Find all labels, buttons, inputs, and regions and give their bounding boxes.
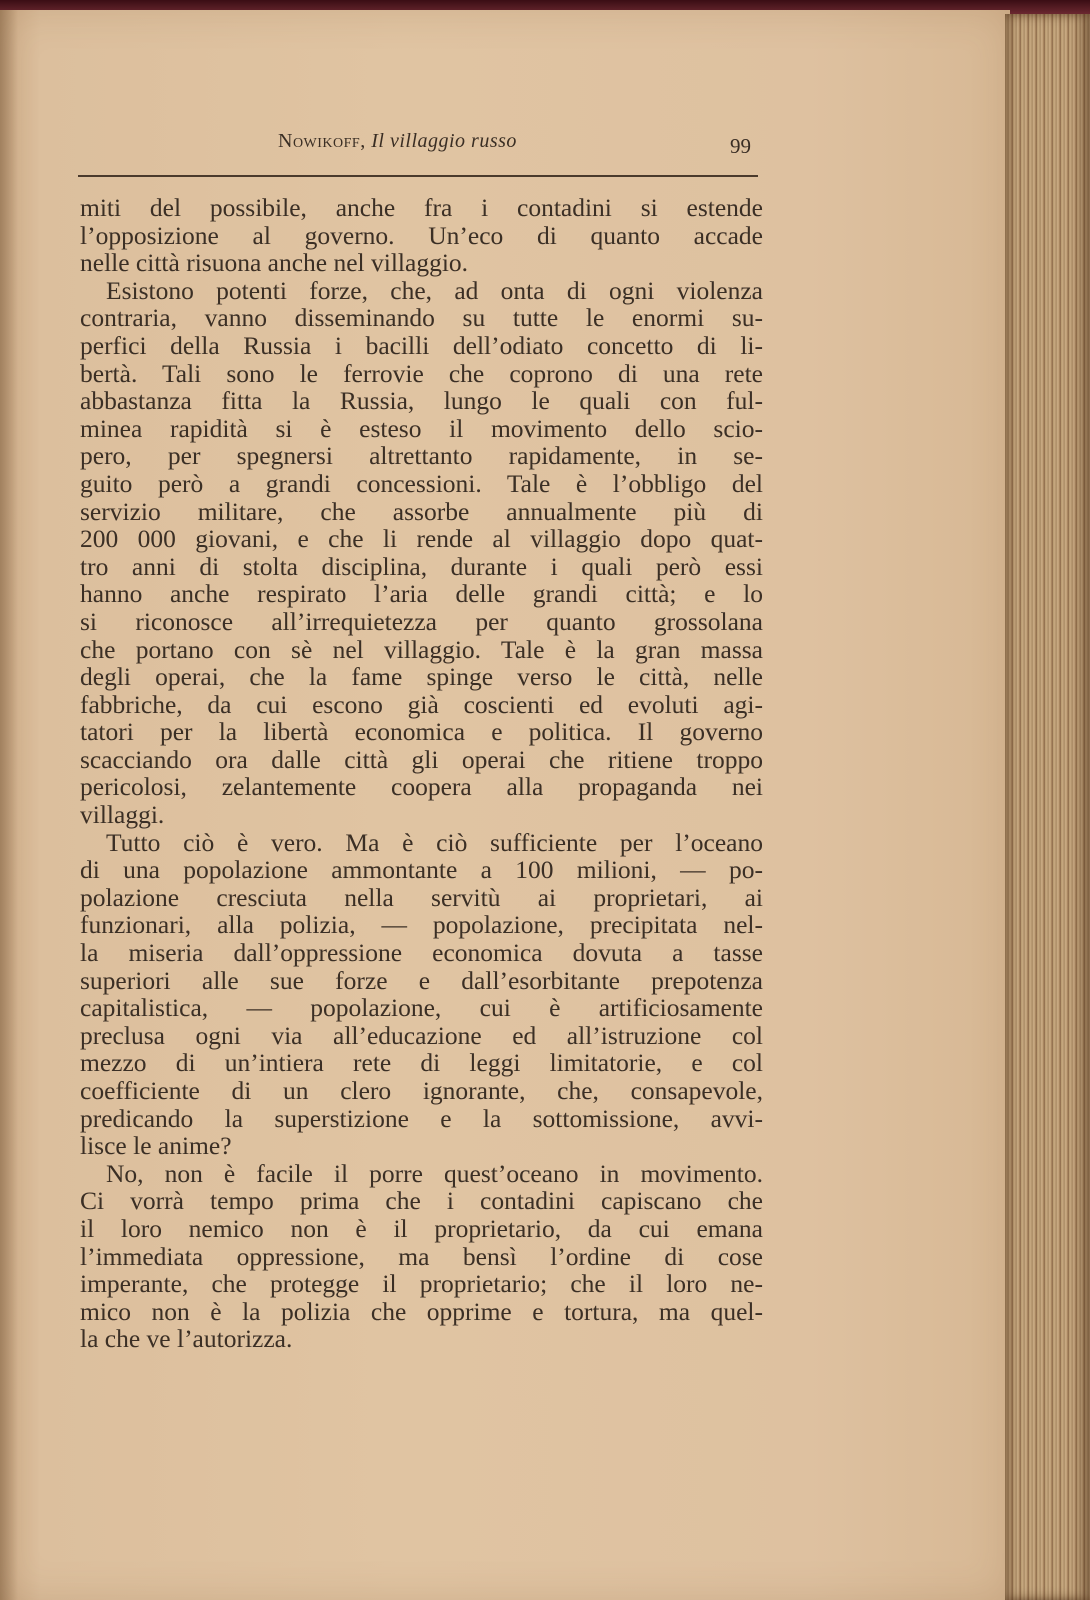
text-line: Ci vorrà tempo prima che i contadini capiscano che: [80, 1186, 763, 1216]
text-line: l’opposizione al governo. Un’eco di quanto accade: [80, 220, 763, 250]
running-head-title: Il villaggio russo: [371, 130, 517, 152]
text-line: villaggi.: [80, 800, 165, 830]
running-head-author: Nowikoff,: [278, 130, 366, 152]
text-line: tatori per la libertà economica e politica. Il governo: [80, 717, 763, 747]
page-number: 99: [730, 134, 751, 158]
header-rule: [78, 175, 758, 177]
text-line: bertà. Tali sono le ferrovie che coprono di una rete: [80, 358, 763, 388]
text-line: hanno anche respirato l’aria delle grandi città; e lo: [80, 579, 763, 609]
text-line: funzionari, alla polizia, — popolazione, precipitata nel-: [80, 910, 763, 940]
text-line: 200 000 giovani, e che li rende al villaggio dopo quat-: [80, 524, 763, 554]
text-line: Tutto ciò è vero. Ma è ciò sufficiente per l’oceano: [106, 827, 763, 857]
body-text: [80, 194, 763, 1353]
text-line: contraria, vanno disseminando su tutte le enormi su-: [80, 303, 763, 333]
page-block-edge: [1005, 14, 1090, 1600]
text-line: imperante, che protegge il proprietario; che il loro ne-: [80, 1269, 763, 1299]
text-line: polazione cresciuta nella servitù ai proprietari, ai: [80, 882, 763, 912]
text-line: pero, per spegnersi altrettanto rapidamente, in se-: [80, 441, 763, 471]
page-gutter-shadow: [0, 10, 18, 1600]
text-line: si riconosce all’irrequietezza per quanto grossolana: [80, 606, 763, 636]
text-line: la che ve l’autorizza.: [80, 1324, 293, 1354]
text-line: pericolosi, zelantemente coopera alla propaganda nei: [80, 772, 763, 802]
text-line: servizio militare, che assorbe annualmente più di: [80, 496, 763, 526]
running-head: [278, 130, 517, 153]
text-line: No, non è facile il porre quest’oceano in movimento.: [106, 1158, 763, 1188]
text-line: di una popolazione ammontante a 100 milioni, — po-: [80, 855, 763, 885]
text-line: nelle città risuona anche nel villaggio.: [80, 248, 469, 278]
text-line: la miseria dall’oppressione economica dovuta a tasse: [80, 938, 763, 968]
text-line: preclusa ogni via all’educazione ed all’istruzione col: [80, 1020, 763, 1050]
text-line: fabbriche, da cui escono già coscienti ed evoluti agi-: [80, 689, 763, 719]
text-line: coefficiente di un clero ignorante, che, consapevole,: [80, 1076, 763, 1105]
text-line: mico non è la polizia che opprime e tortura, ma quel-: [80, 1296, 763, 1326]
text-line: superiori alle sue forze e dall’esorbitante prepotenza: [80, 965, 763, 995]
text-line: guito però a grandi concessioni. Tale è l’obbligo del: [80, 468, 763, 498]
text-line: lisce le anime?: [80, 1131, 232, 1161]
text-line: degli operai, che la fame spinge verso le città, nelle: [80, 662, 763, 692]
text-line: capitalistica, — popolazione, cui è artificiosamente: [80, 993, 763, 1023]
text-line: il loro nemico non è il proprietario, da cui emana: [80, 1213, 763, 1243]
text-line: tro anni di stolta disciplina, durante i quali però essi: [80, 551, 763, 581]
text-line: perfici della Russia i bacilli dell’odiato concetto di li-: [80, 330, 763, 360]
text-line: abbastanza fitta la Russia, lungo le quali con ful-: [80, 386, 763, 416]
text-line: mezzo di un’intiera rete di leggi limitatorie, e col: [80, 1048, 763, 1078]
text-line: che portano con sè nel villaggio. Tale è la gran massa: [80, 634, 763, 664]
text-line: predicando la superstizione e la sottomissione, avvi-: [80, 1103, 763, 1133]
text-line: l’immediata oppressione, ma bensì l’ordine di cose: [80, 1241, 763, 1271]
text-line: miti del possibile, anche fra i contadini si estende: [80, 193, 763, 222]
text-line: scacciando ora dalle città gli operai che ritiene troppo: [80, 744, 763, 774]
text-line: minea rapidità si è esteso il movimento dello scio-: [80, 413, 763, 443]
text-line: Esistono potenti forze, che, ad onta di ogni violenza: [106, 275, 763, 305]
